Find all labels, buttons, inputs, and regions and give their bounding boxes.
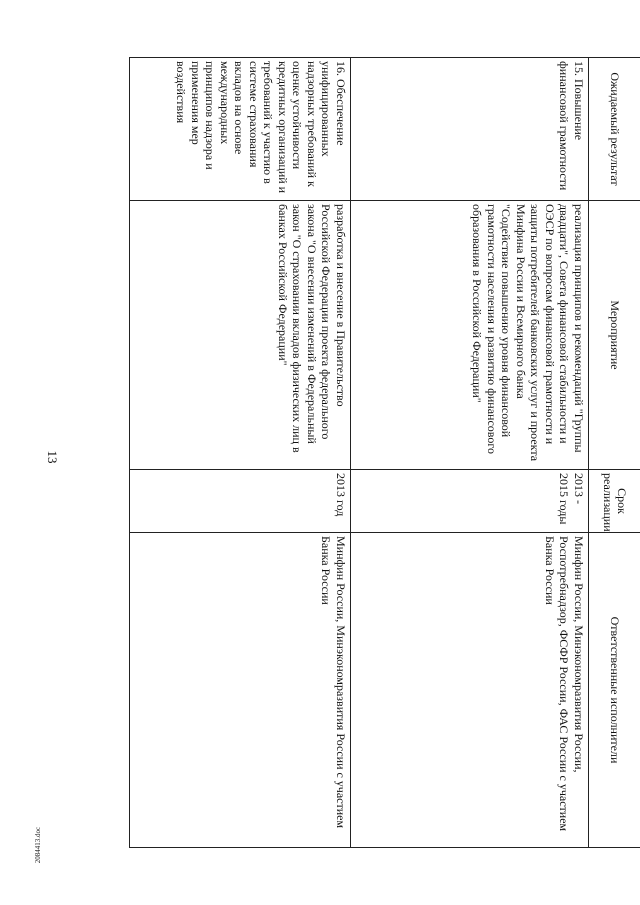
cell-expected-result: 15. Повышение финансовой грамотности: [351, 58, 589, 201]
measures-table: [129, 57, 640, 848]
document-table-region: [137, 57, 640, 847]
header-term: Срок реализации: [589, 470, 640, 533]
cell-executors: Минфин России, Минэкономразвития России с участием Банка России: [130, 533, 351, 848]
cell-expected-result: 16. Обеспечение унифицированных надзорных требований к оценке устойчивости кредитных организаций и требований к участию в системе страхования вкладов на основе международных принципов надзора и применения мер воздействия: [130, 58, 351, 201]
cell-term: 2013 год: [130, 470, 351, 533]
table-row: [130, 58, 351, 848]
table-row: [351, 58, 589, 848]
header-executors: Ответственные исполнители: [589, 533, 640, 848]
rotated-table-container: [137, 57, 640, 847]
footer-document-code: 2084413.doc: [34, 826, 42, 864]
cell-action: разработка и внесение в Правительство Российской Федерации проекта федерального закона "О внесении изменений в Федеральный закон "О страховании вкладов физических лиц в банках Российской Федерации": [130, 201, 351, 470]
header-expected-result: Ожидаемый результат: [589, 58, 640, 201]
cell-action: реализация принципов и рекомендаций "Группы двадцати", Совета финансовой стабильности и ОЭСР по вопросам финансовой грамотности и защиты потребителей банковских услуг и проекта Минфина России и Всемирного банка "Содействие повышению уровня финансовой грамотности населения и развитию финансового образования в Российской Федерации": [351, 201, 589, 470]
cell-executors: Минфин России, Минэкономразвития России, Роспотребнадзор, ФСФР России, ФАС России с участием Банка России: [351, 533, 589, 848]
cell-term: 2013 - 2015 годы: [351, 470, 589, 533]
table-header-row: [589, 58, 640, 848]
page-number: 13: [45, 450, 60, 464]
header-action: Мероприятие: [589, 201, 640, 470]
